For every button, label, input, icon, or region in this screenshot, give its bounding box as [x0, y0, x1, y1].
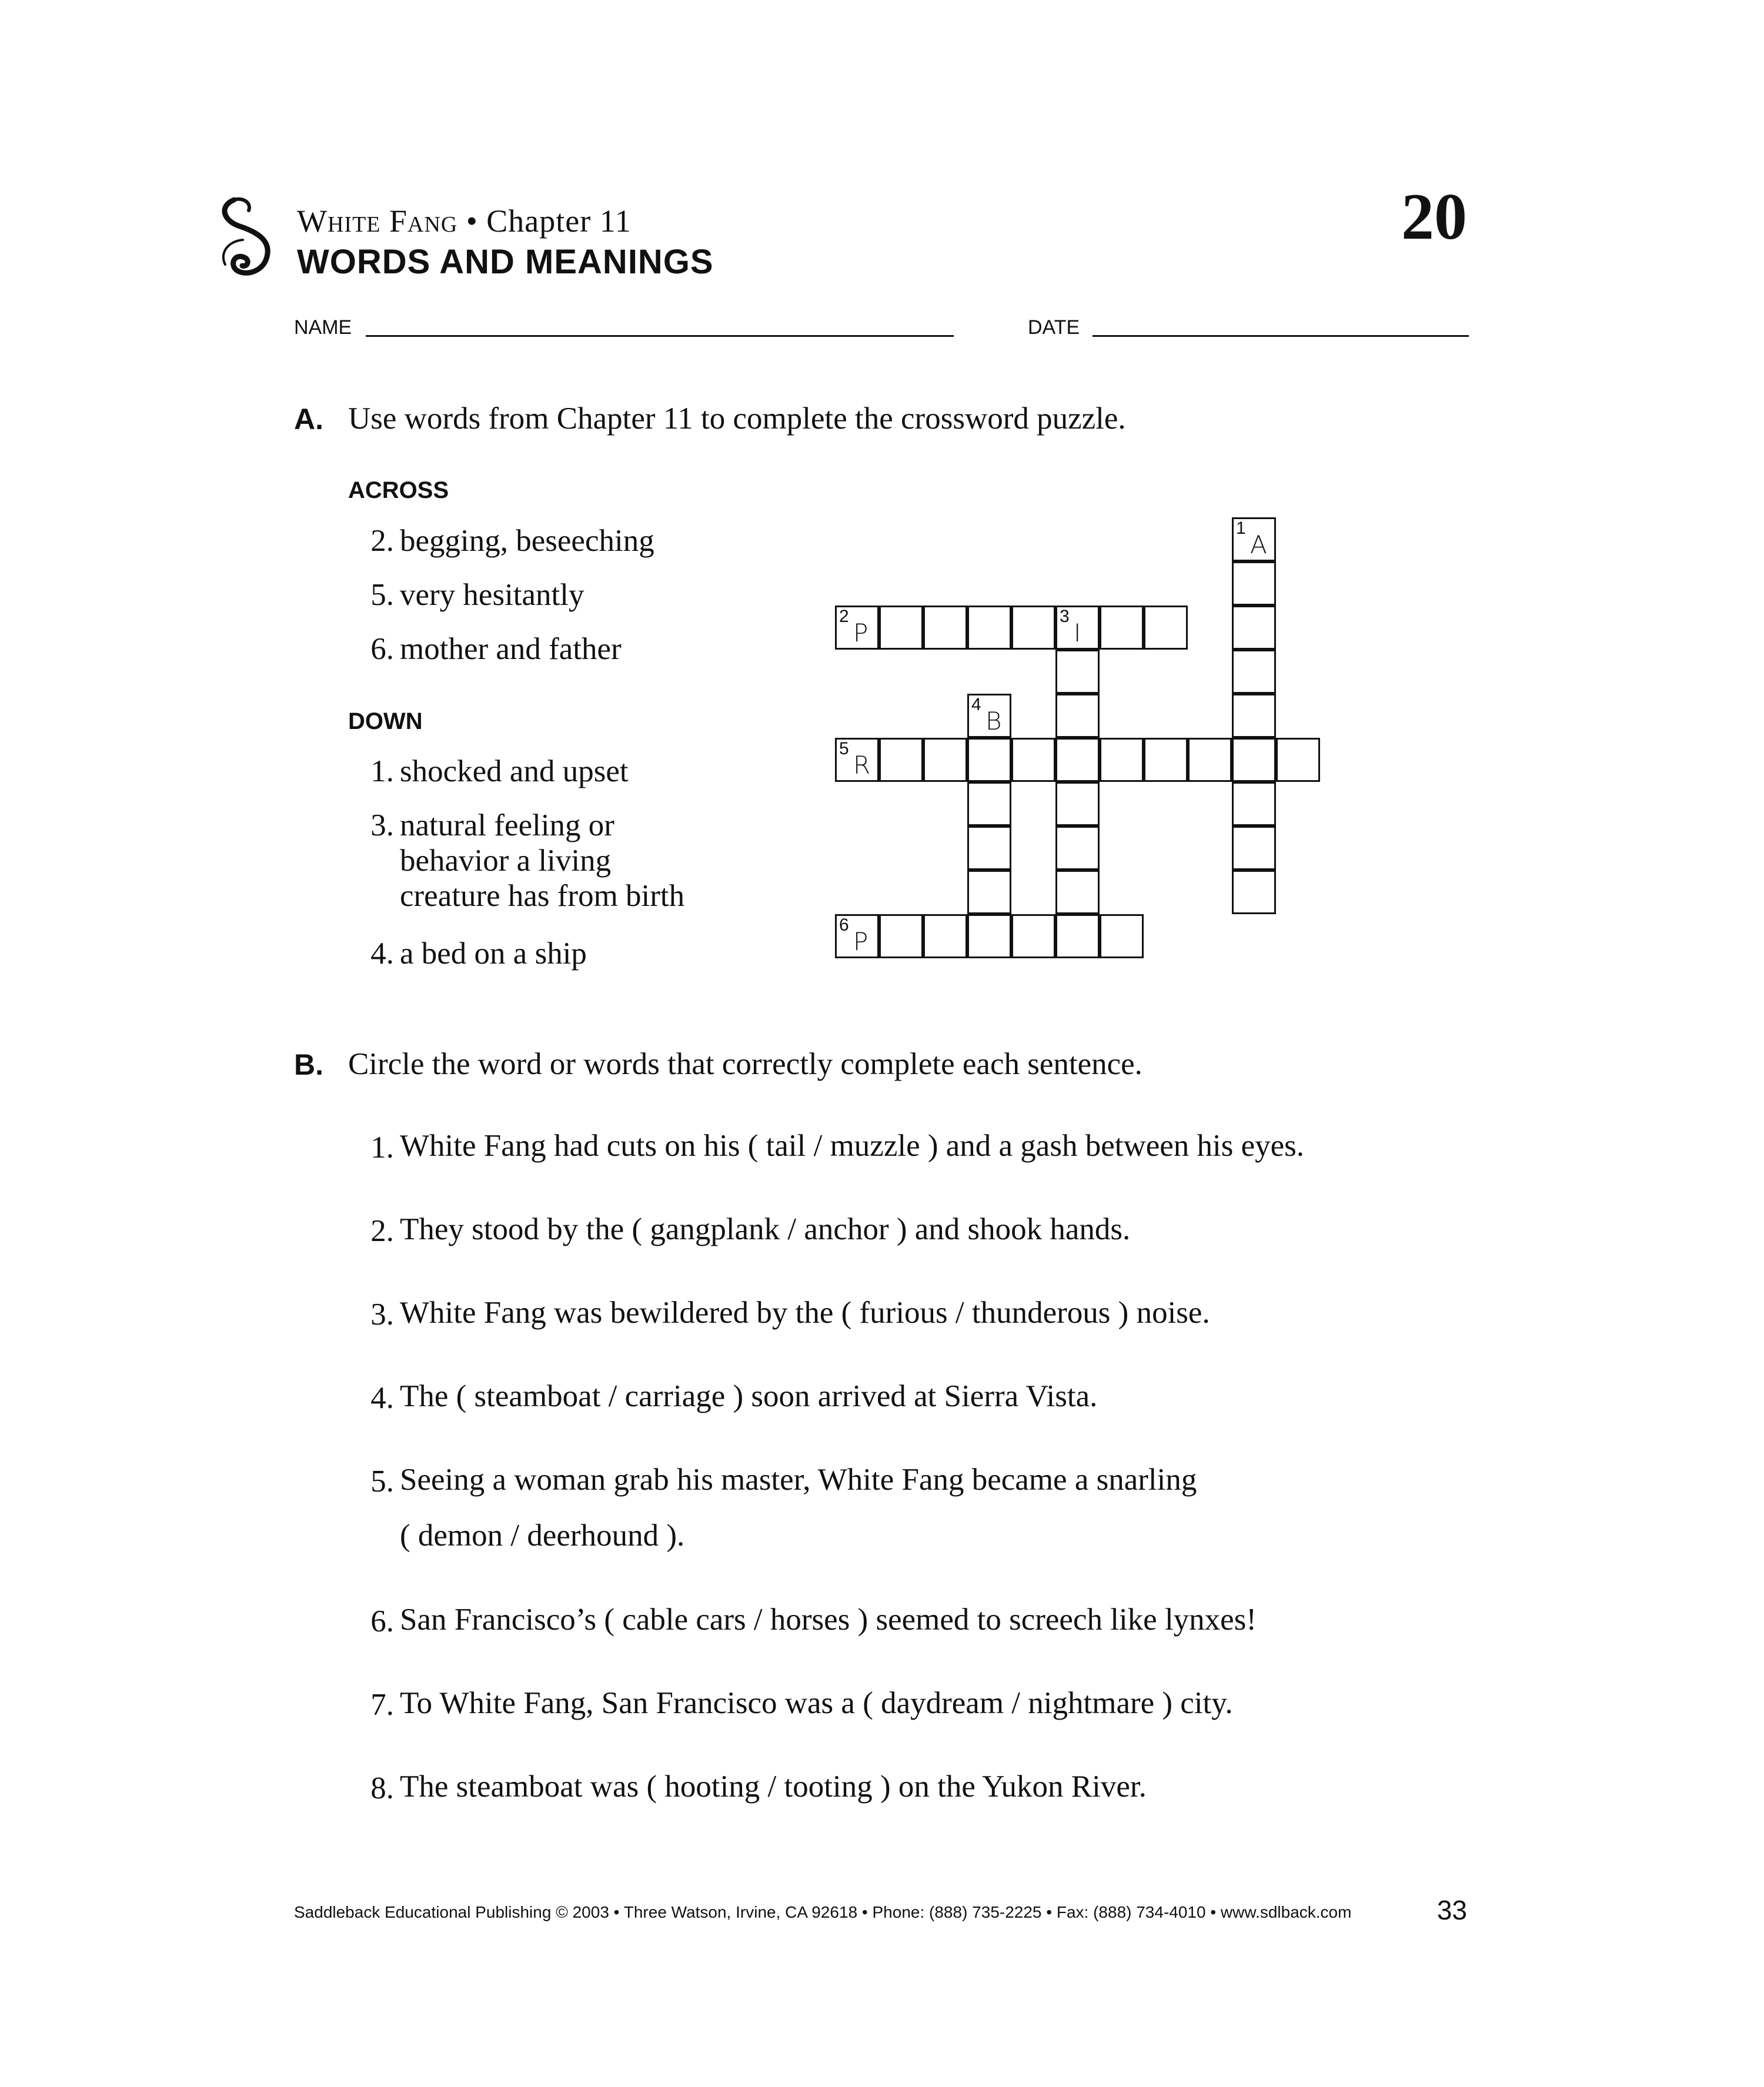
clue-text: very hesitantly: [400, 578, 584, 612]
clue-text: behavior a living: [400, 844, 612, 878]
sentence-text[interactable]: To White Fang, San Francisco was a ( daydream / nightmare ) city.: [400, 1686, 1233, 1720]
sentence-text[interactable]: Seeing a woman grab his master, White Fang became a snarling: [400, 1463, 1197, 1497]
sentence-number: 3.: [370, 1297, 394, 1332]
crossword-cell[interactable]: [1232, 561, 1276, 606]
down-heading: DOWN: [348, 708, 423, 734]
sentence-text[interactable]: They stood by the ( gangplank / anchor ) and shook hands.: [400, 1212, 1131, 1246]
crossword-cell[interactable]: [967, 606, 1011, 650]
clue-number: 6.: [370, 632, 394, 666]
clue-text: a bed on a ship: [400, 937, 587, 971]
clue-number: 2.: [370, 524, 394, 558]
crossword-cell[interactable]: [1055, 650, 1100, 694]
crossword-cell[interactable]: [967, 694, 1011, 738]
crossword-letter: A: [1250, 530, 1267, 559]
name-label: NAME: [294, 316, 352, 339]
crossword-cell[interactable]: [1055, 914, 1100, 958]
crossword-cell[interactable]: [835, 738, 879, 782]
crossword-cell[interactable]: [1144, 738, 1188, 782]
crossword-cell[interactable]: [1055, 694, 1100, 738]
crossword-cell[interactable]: [835, 914, 879, 958]
crossword-cell[interactable]: [1100, 606, 1144, 650]
crossword-letter: R: [853, 751, 871, 780]
clue-text: natural feeling or: [400, 808, 614, 842]
sentence-text[interactable]: The ( steamboat / carriage ) soon arrived at Sierra Vista.: [400, 1379, 1098, 1413]
sentence-number: 6.: [370, 1604, 394, 1638]
crossword-letter: P: [853, 927, 868, 956]
activity-number: 20: [1401, 180, 1467, 253]
across-heading: ACROSS: [348, 477, 449, 503]
name-field[interactable]: [366, 335, 954, 337]
section-b-instruction: Circle the word or words that correctly complete each sentence.: [348, 1047, 1142, 1081]
crossword-cell[interactable]: [1055, 606, 1100, 650]
sentence-number: 1.: [370, 1131, 394, 1165]
crossword-cell[interactable]: [1276, 738, 1320, 782]
crossword-cell[interactable]: [1100, 914, 1144, 958]
sentence-number: 2.: [370, 1214, 394, 1248]
crossword-clue-number: 3: [1060, 607, 1070, 626]
section-a-letter: A.: [294, 403, 323, 436]
crossword-cell[interactable]: [923, 606, 967, 650]
crossword-cell[interactable]: [923, 738, 967, 782]
crossword-cell[interactable]: [1011, 914, 1055, 958]
crossword-cell[interactable]: [1100, 738, 1144, 782]
crossword-cell[interactable]: [967, 914, 1011, 958]
crossword-cell[interactable]: [835, 606, 879, 650]
date-field[interactable]: [1093, 335, 1469, 337]
clue-text: mother and father: [400, 632, 622, 666]
crossword-clue-number: 5: [839, 739, 849, 758]
page-number: 33: [1436, 1895, 1467, 1925]
crossword-cell[interactable]: [1055, 870, 1100, 914]
crossword-cell[interactable]: [1232, 870, 1276, 914]
sentence-text[interactable]: White Fang had cuts on his ( tail / muzzle ) and a gash between his eyes.: [400, 1129, 1305, 1163]
chapter-label: Chapter 11: [486, 203, 632, 239]
crossword-letter: B: [985, 707, 1002, 735]
crossword-letter: I: [1074, 618, 1081, 647]
series-prefix: White: [297, 203, 381, 239]
crossword-cell[interactable]: [1232, 650, 1276, 694]
crossword-cell[interactable]: [1055, 826, 1100, 870]
series-word: Fang: [389, 203, 458, 239]
clue-number: 5.: [370, 578, 394, 612]
sentence-number: 8.: [370, 1771, 394, 1805]
crossword-cell[interactable]: [879, 738, 923, 782]
section-a-instruction: Use words from Chapter 11 to complete the crossword puzzle.: [348, 402, 1126, 436]
crossword-cell[interactable]: [1232, 606, 1276, 650]
sentence-number: 7.: [370, 1688, 394, 1722]
crossword-clue-number: 6: [839, 915, 849, 935]
publisher-logo-icon: [216, 194, 281, 282]
sentence-text[interactable]: White Fang was bewildered by the ( furious / thunderous ) noise.: [400, 1296, 1210, 1330]
crossword-cell[interactable]: [1232, 738, 1276, 782]
crossword-cell[interactable]: [1055, 782, 1100, 826]
crossword-cell[interactable]: [967, 738, 1011, 782]
page-title: WORDS AND MEANINGS: [297, 243, 714, 281]
clue-text: shocked and upset: [400, 754, 629, 788]
crossword-cell[interactable]: [879, 606, 923, 650]
crossword-clue-number: 2: [839, 607, 849, 626]
clue-number: 3.: [370, 808, 394, 842]
crossword-cell[interactable]: [1055, 738, 1100, 782]
crossword-letter: P: [853, 618, 868, 647]
crossword-cell[interactable]: [1232, 782, 1276, 826]
sentence-text[interactable]: San Francisco’s ( cable cars / horses ) seemed to screech like lynxes!: [400, 1603, 1257, 1637]
crossword-cell[interactable]: [1144, 606, 1188, 650]
crossword-cell[interactable]: [1188, 738, 1232, 782]
publisher-footer: Saddleback Educational Publishing © 2003 • Three Watson, Irvine, CA 92618 • Phone: (888) 735-2225 • Fax: (888) 734-4010 • www.sdlback.com: [294, 1903, 1352, 1921]
sentence-number: 4.: [370, 1381, 394, 1415]
crossword-cell[interactable]: [1232, 517, 1276, 561]
crossword-cell[interactable]: [1232, 694, 1276, 738]
crossword-cell[interactable]: [1232, 826, 1276, 870]
date-label: DATE: [1028, 316, 1080, 339]
sentence-text[interactable]: The steamboat was ( hooting / tooting ) on the Yukon River.: [400, 1770, 1147, 1804]
crossword-clue-number: 1: [1236, 519, 1246, 538]
sentence-number: 5.: [370, 1464, 394, 1499]
crossword-cell[interactable]: [923, 914, 967, 958]
section-b-letter: B.: [294, 1048, 323, 1081]
sentence-text[interactable]: ( demon / deerhound ).: [400, 1519, 685, 1553]
crossword-clue-number: 4: [971, 695, 981, 714]
series-separator: •: [466, 203, 478, 239]
crossword-cell[interactable]: [1011, 606, 1055, 650]
crossword-cell[interactable]: [879, 914, 923, 958]
crossword-cell[interactable]: [1011, 738, 1055, 782]
crossword-cell[interactable]: [967, 782, 1011, 826]
clue-number: 1.: [370, 754, 394, 788]
clue-number: 4.: [370, 937, 394, 971]
crossword-cell[interactable]: [967, 826, 1011, 870]
series-title: [297, 203, 632, 239]
clue-text: creature has from birth: [400, 879, 685, 913]
clue-text: begging, beseeching: [400, 524, 654, 558]
crossword-cell[interactable]: [967, 870, 1011, 914]
